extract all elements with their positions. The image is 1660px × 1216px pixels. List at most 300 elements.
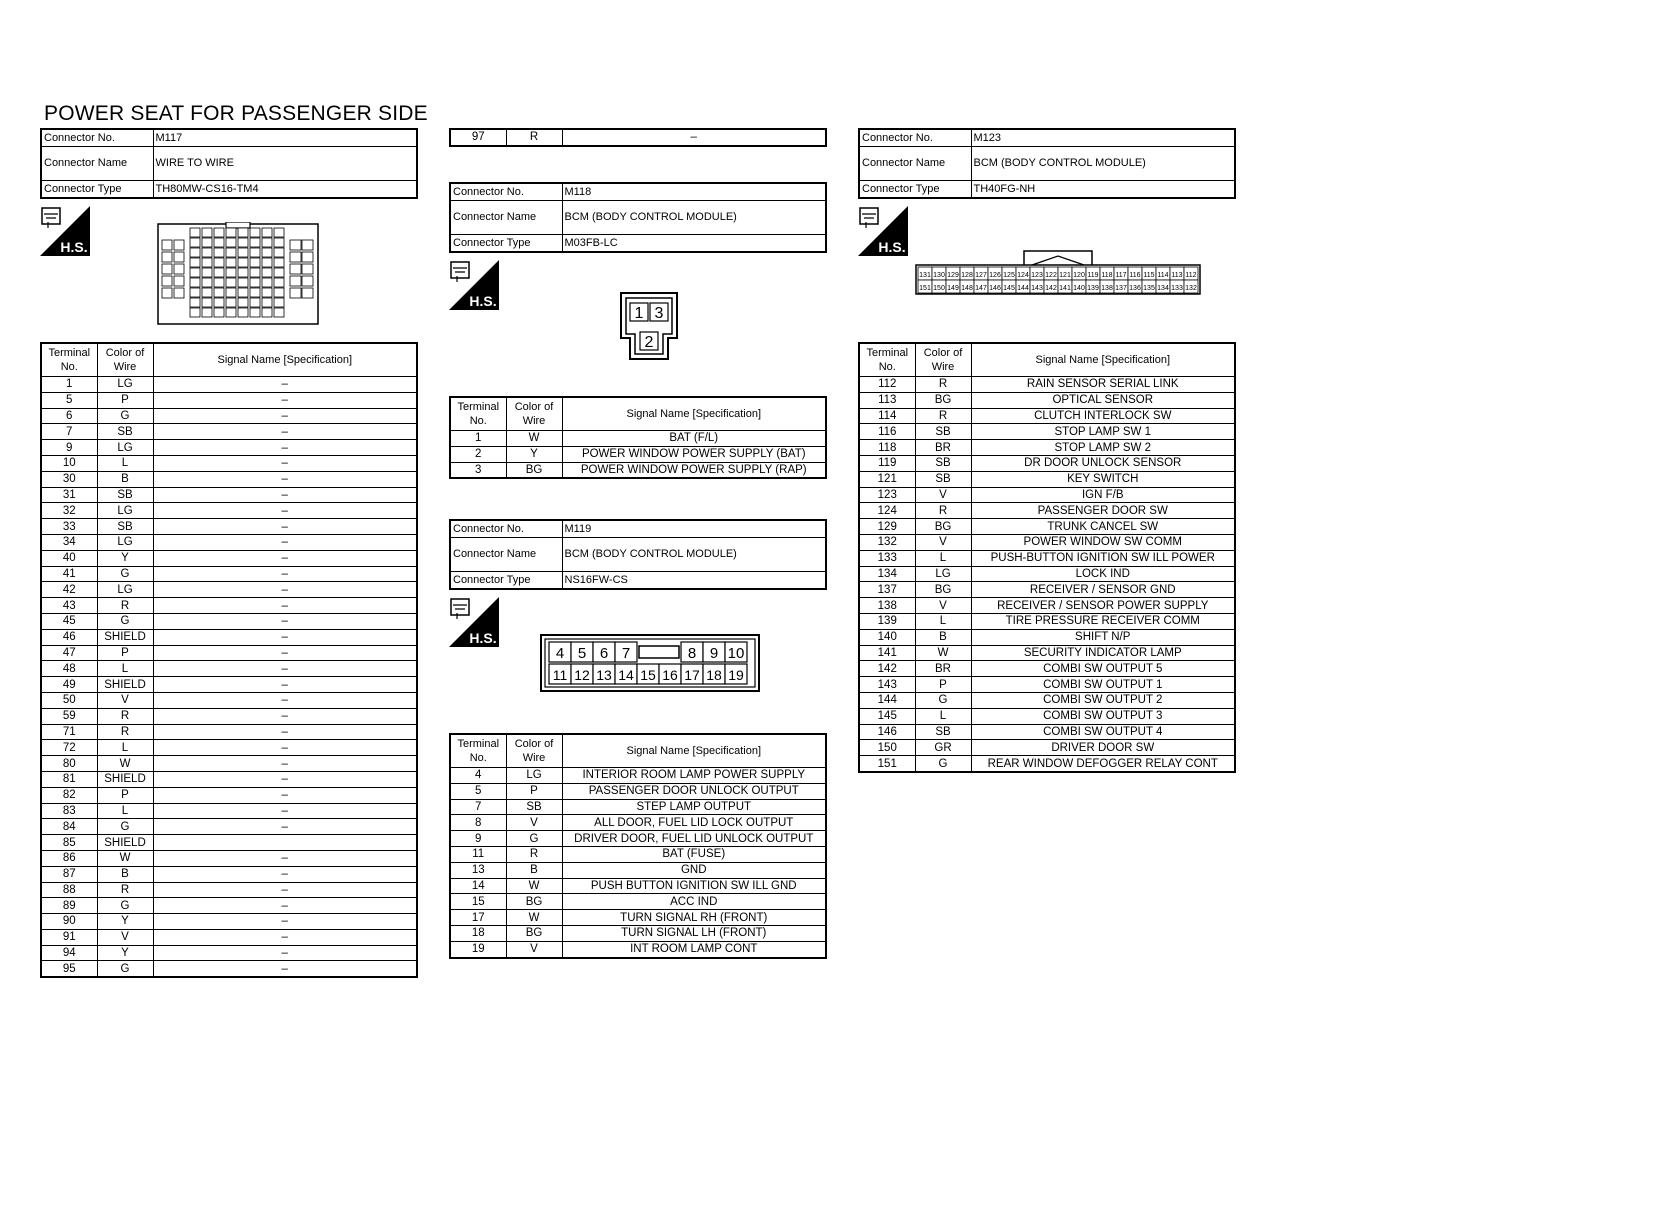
terminal-cell: 129 xyxy=(859,519,915,535)
color-of-wire-header: Color of Wire xyxy=(915,343,971,377)
signal-cell: – xyxy=(153,455,417,471)
pin-cell xyxy=(250,288,260,297)
terminal-cell: 113 xyxy=(859,392,915,408)
pin-label: 19 xyxy=(728,667,744,683)
table-row xyxy=(41,613,417,629)
table-row xyxy=(41,519,417,535)
wire-color-cell: LG xyxy=(97,440,153,456)
signal-cell: – xyxy=(153,914,417,930)
wire-color-cell: B xyxy=(915,629,971,645)
wire-color-cell: BG xyxy=(506,925,562,941)
signal-cell: – xyxy=(153,598,417,614)
harness-side-icon xyxy=(449,260,499,310)
pin-label: 1 xyxy=(634,305,644,322)
wire-color-cell: L xyxy=(97,455,153,471)
connector-no-label: Connector No. xyxy=(41,129,153,147)
signal-cell: PUSH-BUTTON IGNITION SW ILL POWER xyxy=(971,550,1235,566)
pin-label: 3 xyxy=(654,305,664,322)
wire-color-cell: G xyxy=(97,408,153,424)
m118-info-table xyxy=(449,182,827,253)
pin-cell xyxy=(214,258,224,267)
table-row xyxy=(450,446,826,462)
terminal-cell: 9 xyxy=(41,440,97,456)
pin-label: 118 xyxy=(1101,272,1113,279)
table-row xyxy=(41,534,417,550)
signal-cell: – xyxy=(153,534,417,550)
wire-color-cell: W xyxy=(506,910,562,926)
terminal-cell: 71 xyxy=(41,724,97,740)
pin-cell xyxy=(214,268,224,277)
pin-label: 14 xyxy=(618,667,634,683)
pin-label: 18 xyxy=(706,667,722,683)
pin-label: 139 xyxy=(1087,285,1099,292)
pin-label: 151 xyxy=(919,285,931,292)
signal-cell: POWER WINDOW SW COMM xyxy=(971,534,1235,550)
wire-color-cell: Y xyxy=(97,914,153,930)
pin-label: 134 xyxy=(1157,285,1169,292)
table-row xyxy=(859,661,1235,677)
pin-label: 140 xyxy=(1073,285,1085,292)
table-row xyxy=(41,740,417,756)
pin-cell xyxy=(262,288,272,297)
wire-color-cell: BG xyxy=(915,392,971,408)
terminal-cell: 11 xyxy=(450,846,506,862)
pin-label: 9 xyxy=(709,645,719,662)
signal-cell: BAT (F/L) xyxy=(562,431,826,447)
wire-color-cell: L xyxy=(97,661,153,677)
pin-cell xyxy=(290,276,301,286)
wire-color-cell: R xyxy=(97,724,153,740)
table-row xyxy=(859,724,1235,740)
pin-label: 122 xyxy=(1045,272,1057,279)
table-row xyxy=(450,878,826,894)
pin-cell xyxy=(226,248,236,257)
signal-cell: – xyxy=(153,945,417,961)
pin-cell xyxy=(190,298,200,307)
terminal-cell: 87 xyxy=(41,866,97,882)
signal-cell: – xyxy=(153,929,417,945)
signal-cell: – xyxy=(153,424,417,440)
table-row xyxy=(41,850,417,866)
pin-cell xyxy=(226,278,236,287)
signal-cell: COMBI SW OUTPUT 2 xyxy=(971,692,1235,708)
pin-cell xyxy=(190,258,200,267)
signal-cell: – xyxy=(153,961,417,977)
pin-cell xyxy=(174,252,184,262)
connector-type-label: Connector Type xyxy=(450,572,562,590)
terminal-cell: 5 xyxy=(450,783,506,799)
table-row xyxy=(859,740,1235,756)
pin-cell xyxy=(290,252,301,262)
pin-cell xyxy=(226,308,236,317)
pin-label: 117 xyxy=(1115,272,1127,279)
wire-color-cell: GR xyxy=(915,740,971,756)
table-row xyxy=(859,613,1235,629)
wire-color-cell: W xyxy=(97,850,153,866)
table-row xyxy=(41,866,417,882)
table-row xyxy=(859,598,1235,614)
pin-label: 135 xyxy=(1143,285,1155,292)
signal-cell: RECEIVER / SENSOR GND xyxy=(971,582,1235,598)
pin-cell xyxy=(262,258,272,267)
connector-name-value: BCM (BODY CONTROL MODULE) xyxy=(971,147,1235,181)
wire-color-cell: LG xyxy=(97,503,153,519)
pin-cell xyxy=(250,278,260,287)
wire-color-cell: LG xyxy=(97,534,153,550)
terminal-cell: 84 xyxy=(41,819,97,835)
m119-terminal-table xyxy=(449,733,827,959)
pin-cell xyxy=(190,268,200,277)
signal-cell: – xyxy=(153,629,417,645)
signal-cell: – xyxy=(153,550,417,566)
signal-cell: – xyxy=(153,787,417,803)
wire-color-cell: R xyxy=(97,598,153,614)
signal-cell: CLUTCH INTERLOCK SW xyxy=(971,408,1235,424)
signal-cell xyxy=(153,835,417,851)
signal-cell: – xyxy=(153,613,417,629)
wire-color-cell: SB xyxy=(506,799,562,815)
pin-cell xyxy=(274,228,284,237)
pin-label: 112 xyxy=(1185,272,1197,279)
signal-cell: – xyxy=(153,898,417,914)
table-row xyxy=(41,677,417,693)
wire-color-cell: R xyxy=(97,708,153,724)
pin-cell xyxy=(238,228,248,237)
pin-label: 148 xyxy=(961,285,973,292)
m118-terminal-table xyxy=(449,396,827,479)
table-row xyxy=(859,440,1235,456)
signal-cell: DRIVER DOOR, FUEL LID UNLOCK OUTPUT xyxy=(562,831,826,847)
wire-color-cell: P xyxy=(506,783,562,799)
wire-color-cell: SB xyxy=(97,487,153,503)
terminal-cell: 142 xyxy=(859,661,915,677)
page-title: POWER SEAT FOR PASSENGER SIDE xyxy=(44,102,428,125)
pin-label: 120 xyxy=(1073,272,1085,279)
table-row xyxy=(859,534,1235,550)
table-row xyxy=(859,566,1235,582)
terminal-cell: 31 xyxy=(41,487,97,503)
pin-cell xyxy=(162,240,172,250)
harness-side-icon xyxy=(449,597,499,647)
terminal-cell: 6 xyxy=(41,408,97,424)
terminal-cell: 18 xyxy=(450,925,506,941)
pin-cell xyxy=(190,308,200,317)
terminal-cell: 1 xyxy=(450,431,506,447)
table-row xyxy=(41,961,417,977)
pin-cell xyxy=(262,278,272,287)
table-row xyxy=(859,645,1235,661)
pin-label: 123 xyxy=(1031,272,1043,279)
pin-label: 2 xyxy=(644,334,654,351)
table-row xyxy=(41,408,417,424)
pin-label: 6 xyxy=(599,645,609,662)
wire-color-cell: R xyxy=(506,129,562,146)
connector-no-value: M123 xyxy=(971,129,1235,147)
pin-label: 12 xyxy=(574,667,590,683)
table-row xyxy=(859,756,1235,772)
m117-connector-face xyxy=(156,222,320,326)
table-row xyxy=(859,408,1235,424)
wire-color-cell: LG xyxy=(97,377,153,393)
pin-label: 129 xyxy=(947,272,959,279)
wire-color-cell: G xyxy=(97,961,153,977)
table-row xyxy=(41,392,417,408)
terminal-cell: 13 xyxy=(450,862,506,878)
pin-cell xyxy=(302,288,313,298)
wire-color-cell: P xyxy=(97,645,153,661)
pin-label: 127 xyxy=(975,272,987,279)
signal-cell: – xyxy=(153,471,417,487)
terminal-cell: 7 xyxy=(41,424,97,440)
table-row xyxy=(450,768,826,784)
terminal-cell: 81 xyxy=(41,771,97,787)
terminal-cell: 137 xyxy=(859,582,915,598)
wire-color-cell: V xyxy=(97,692,153,708)
table-row xyxy=(450,846,826,862)
pin-cell xyxy=(190,278,200,287)
pin-label: 144 xyxy=(1017,285,1029,292)
table-row xyxy=(450,462,826,478)
connector-type-value: TH80MW-CS16-TM4 xyxy=(153,181,417,199)
wire-color-cell: V xyxy=(915,534,971,550)
pin-label: 131 xyxy=(919,272,931,279)
pin-cell xyxy=(202,288,212,297)
terminal-cell: 121 xyxy=(859,471,915,487)
m123-terminal-table xyxy=(858,342,1236,773)
pin-cell xyxy=(202,298,212,307)
table-row xyxy=(859,692,1235,708)
signal-cell: ACC IND xyxy=(562,894,826,910)
pin-cell xyxy=(190,228,200,237)
terminal-cell: 10 xyxy=(41,455,97,471)
table-row xyxy=(859,708,1235,724)
wire-color-cell: L xyxy=(97,803,153,819)
pin-label: 13 xyxy=(596,667,612,683)
wire-color-cell: B xyxy=(97,866,153,882)
terminal-cell: 119 xyxy=(859,455,915,471)
pin-cell xyxy=(274,278,284,287)
table-row xyxy=(450,831,826,847)
signal-name-header: Signal Name [Specification] xyxy=(562,397,826,431)
wire-color-cell: V xyxy=(915,487,971,503)
signal-cell: TRUNK CANCEL SW xyxy=(971,519,1235,535)
pin-cell xyxy=(274,288,284,297)
pin-label: 138 xyxy=(1101,285,1113,292)
terminal-cell: 80 xyxy=(41,756,97,772)
pin-cell xyxy=(226,298,236,307)
signal-cell: – xyxy=(153,440,417,456)
terminal-cell: 14 xyxy=(450,878,506,894)
terminal-cell: 139 xyxy=(859,613,915,629)
signal-cell: – xyxy=(153,740,417,756)
pin-cell xyxy=(250,268,260,277)
wire-color-cell: G xyxy=(97,898,153,914)
connector-name-value: BCM (BODY CONTROL MODULE) xyxy=(562,538,826,572)
terminal-cell: 4 xyxy=(450,768,506,784)
hs-label: H.S. xyxy=(469,293,497,309)
connector-type-value: NS16FW-CS xyxy=(562,572,826,590)
signal-cell: TURN SIGNAL RH (FRONT) xyxy=(562,910,826,926)
signal-cell: – xyxy=(153,645,417,661)
terminal-cell: 48 xyxy=(41,661,97,677)
signal-cell: COMBI SW OUTPUT 1 xyxy=(971,677,1235,693)
table-row xyxy=(859,377,1235,393)
wire-color-cell: B xyxy=(506,862,562,878)
terminal-cell: 7 xyxy=(450,799,506,815)
signal-cell: STEP LAMP OUTPUT xyxy=(562,799,826,815)
pin-label: 147 xyxy=(975,285,987,292)
terminal-no-header: Terminal No. xyxy=(450,734,506,768)
terminal-cell: 30 xyxy=(41,471,97,487)
pin-cell xyxy=(262,238,272,247)
table-row xyxy=(41,945,417,961)
signal-cell: – xyxy=(153,756,417,772)
pin-cell xyxy=(250,308,260,317)
pin-cell xyxy=(190,248,200,257)
table-row xyxy=(859,550,1235,566)
pin-cell xyxy=(274,238,284,247)
pin-label: 150 xyxy=(933,285,945,292)
terminal-cell: 49 xyxy=(41,677,97,693)
connector-no-label: Connector No. xyxy=(450,183,562,201)
wire-color-cell: SB xyxy=(915,424,971,440)
signal-cell: – xyxy=(153,866,417,882)
signal-name-header: Signal Name [Specification] xyxy=(153,343,417,377)
pin-cell xyxy=(202,248,212,257)
signal-cell: RECEIVER / SENSOR POWER SUPPLY xyxy=(971,598,1235,614)
pin-cell xyxy=(214,308,224,317)
signal-cell: PUSH BUTTON IGNITION SW ILL GND xyxy=(562,878,826,894)
signal-cell: PASSENGER DOOR SW xyxy=(971,503,1235,519)
connector-type-label: Connector Type xyxy=(41,181,153,199)
wire-color-cell: Y xyxy=(506,446,562,462)
table-row xyxy=(450,862,826,878)
table-row xyxy=(41,440,417,456)
connector-name-value: WIRE TO WIRE xyxy=(153,147,417,181)
pin-cell xyxy=(174,276,184,286)
table-row xyxy=(41,424,417,440)
pin-label: 149 xyxy=(947,285,959,292)
pin-cell xyxy=(302,276,313,286)
pin-label: 125 xyxy=(1003,272,1015,279)
m117-continued-table xyxy=(449,128,827,147)
pin-cell xyxy=(162,288,172,298)
signal-cell: – xyxy=(153,503,417,519)
wire-color-cell: R xyxy=(915,408,971,424)
pin-cell xyxy=(238,308,248,317)
terminal-cell: 40 xyxy=(41,550,97,566)
pin-cell xyxy=(262,248,272,257)
signal-cell: ALL DOOR, FUEL LID LOCK OUTPUT xyxy=(562,815,826,831)
wire-color-cell: W xyxy=(506,878,562,894)
pin-cell xyxy=(190,288,200,297)
terminal-cell: 19 xyxy=(450,941,506,957)
table-row xyxy=(450,783,826,799)
signal-cell: REAR WINDOW DEFOGGER RELAY CONT xyxy=(971,756,1235,772)
terminal-cell: 88 xyxy=(41,882,97,898)
pin-cell xyxy=(202,258,212,267)
wire-color-cell: V xyxy=(506,815,562,831)
pin-label: 11 xyxy=(552,667,568,683)
table-row xyxy=(450,431,826,447)
signal-cell: POWER WINDOW POWER SUPPLY (BAT) xyxy=(562,446,826,462)
table-row xyxy=(41,598,417,614)
pin-cell xyxy=(262,298,272,307)
signal-name-header: Signal Name [Specification] xyxy=(971,343,1235,377)
table-row xyxy=(41,503,417,519)
connector-key xyxy=(639,646,679,658)
table-row xyxy=(41,582,417,598)
terminal-cell: 94 xyxy=(41,945,97,961)
pin-cell xyxy=(226,238,236,247)
pin-cell xyxy=(226,228,236,237)
signal-cell: – xyxy=(153,724,417,740)
table-row xyxy=(41,914,417,930)
pin-cell xyxy=(214,228,224,237)
terminal-cell: 83 xyxy=(41,803,97,819)
pin-cell xyxy=(226,258,236,267)
pin-label: 136 xyxy=(1129,285,1141,292)
m117-terminal-table xyxy=(40,342,418,978)
terminal-cell: 72 xyxy=(41,740,97,756)
terminal-cell: 118 xyxy=(859,440,915,456)
pin-cell xyxy=(214,238,224,247)
signal-cell: – xyxy=(153,392,417,408)
pin-label: 114 xyxy=(1157,272,1169,279)
hs-label: H.S. xyxy=(60,239,88,255)
terminal-cell: 140 xyxy=(859,629,915,645)
pin-cell xyxy=(274,258,284,267)
pin-label: 124 xyxy=(1017,272,1029,279)
signal-cell: DR DOOR UNLOCK SENSOR xyxy=(971,455,1235,471)
signal-cell: – xyxy=(153,819,417,835)
terminal-cell: 134 xyxy=(859,566,915,582)
table-row xyxy=(41,455,417,471)
table-row xyxy=(41,708,417,724)
wire-color-cell: BG xyxy=(915,519,971,535)
color-of-wire-header: Color of Wire xyxy=(506,734,562,768)
pin-cell xyxy=(302,264,313,274)
m118-connector-face xyxy=(618,290,680,362)
pin-label: 145 xyxy=(1003,285,1015,292)
table-row xyxy=(41,756,417,772)
table-row xyxy=(41,882,417,898)
signal-cell: TURN SIGNAL LH (FRONT) xyxy=(562,925,826,941)
connector-type-label: Connector Type xyxy=(859,181,971,199)
table-row xyxy=(450,941,826,957)
wire-color-cell: LG xyxy=(506,768,562,784)
terminal-cell: 50 xyxy=(41,692,97,708)
pin-cell xyxy=(274,308,284,317)
connector-no-label: Connector No. xyxy=(450,520,562,538)
connector-name-label: Connector Name xyxy=(41,147,153,181)
signal-cell: – xyxy=(153,408,417,424)
signal-cell: IGN F/B xyxy=(971,487,1235,503)
wire-color-cell: V xyxy=(915,598,971,614)
table-row xyxy=(41,787,417,803)
wire-color-cell: SB xyxy=(915,724,971,740)
table-row xyxy=(41,629,417,645)
pin-cell xyxy=(238,258,248,267)
terminal-cell: 82 xyxy=(41,787,97,803)
m119-info-table xyxy=(449,519,827,590)
pin-cell xyxy=(250,298,260,307)
table-row xyxy=(450,129,826,146)
terminal-cell: 141 xyxy=(859,645,915,661)
pin-cell xyxy=(162,264,172,274)
terminal-cell: 114 xyxy=(859,408,915,424)
signal-cell: COMBI SW OUTPUT 4 xyxy=(971,724,1235,740)
